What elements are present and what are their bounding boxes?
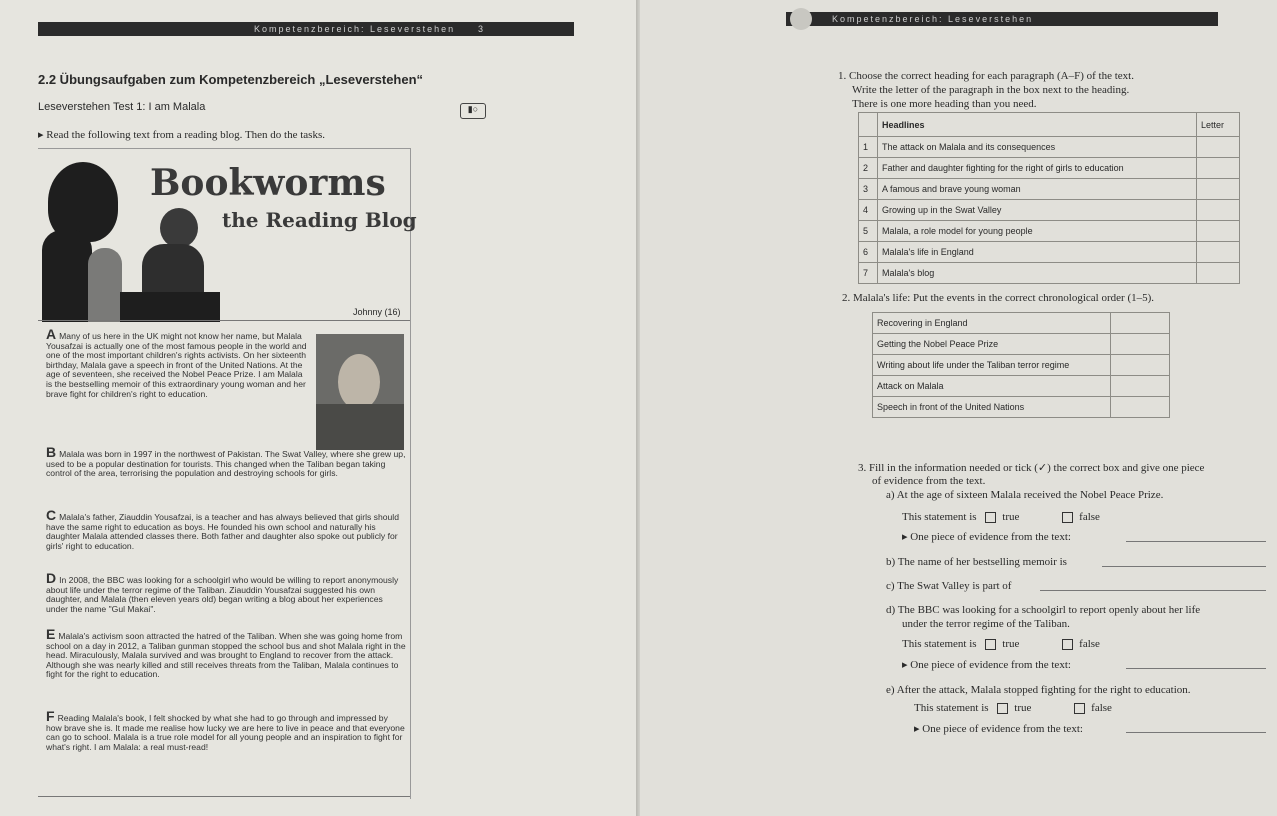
false-label: false [1079, 638, 1100, 650]
row-headline: The attack on Malala and its consequences [878, 137, 1197, 158]
left-header-bar [38, 22, 574, 36]
table-row [859, 200, 1240, 221]
row-headline: A famous and brave young woman [878, 179, 1197, 200]
table-row [873, 397, 1170, 418]
statement-label: This statement is [914, 702, 989, 714]
table-row [873, 376, 1170, 397]
false-checkbox[interactable] [1062, 639, 1073, 650]
child-silhouette-icon [88, 248, 122, 322]
blog-subtitle: the Reading Blog [222, 208, 417, 232]
statement-a [902, 511, 1100, 523]
row-number: 5 [859, 221, 878, 242]
paragraph-letter: C [46, 507, 57, 523]
headlines-header: Headlines [878, 113, 1197, 137]
paragraph-text: Malala's activism soon attracted the hatred of the Taliban. When she was going home from school on a day in 2012, a Taliban gunman stopped the school bus and shot Malala right in the head. Miraculously, Malala survived and was brought to England to recover from the attack. Although she was nearly killed and still receives threats from the Taliban, Malala continues to fight for the right to education. [46, 631, 406, 680]
evidence-d [902, 658, 1071, 671]
task1-line3: There is one more heading than you need. [852, 98, 1037, 110]
binder-ring [790, 8, 812, 30]
paragraph-d [46, 570, 406, 614]
order-input[interactable] [1111, 334, 1170, 355]
malala-photo [316, 334, 404, 450]
table-row [859, 263, 1240, 284]
bullet-arrow-icon: ▸ [38, 129, 47, 141]
row-number: 1 [859, 137, 878, 158]
blog-author: Johnny (16) [353, 307, 401, 317]
table-row [859, 158, 1240, 179]
row-headline: Malala, a role model for young people [878, 221, 1197, 242]
true-label: true [1014, 702, 1032, 714]
paragraph-letter: A [46, 326, 57, 342]
instruction-text: Read the following text from a reading blog. Then do the tasks. [46, 129, 325, 141]
bullet-arrow-icon: ▸ [902, 659, 911, 671]
reader-silhouette-head-icon [160, 208, 198, 248]
question-d-line1: d) The BBC was looking for a schoolgirl to report openly about her life [886, 604, 1201, 616]
answer-c-line[interactable] [1040, 590, 1266, 591]
right-page [640, 0, 1277, 816]
paragraph-a [46, 326, 308, 399]
scarf-shape [316, 404, 404, 450]
letter-input[interactable] [1197, 158, 1240, 179]
order-input[interactable] [1111, 397, 1170, 418]
bullet-arrow-icon: ▸ [914, 723, 923, 735]
left-header-text: Kompetenzbereich: Leseverstehen [254, 24, 456, 34]
order-input[interactable] [1111, 376, 1170, 397]
letter-input[interactable] [1197, 179, 1240, 200]
letter-input[interactable] [1197, 221, 1240, 242]
right-header-bar [786, 12, 1218, 26]
row-headline: Father and daughter fighting for the right of girls to education [878, 158, 1197, 179]
false-label: false [1079, 511, 1100, 523]
question-b: b) The name of her bestselling memoir is [886, 556, 1067, 568]
statement-label: This statement is [902, 511, 977, 523]
paragraph-text: Many of us here in the UK might not know her name, but Malala Yousafzai is actually one of the most famous people in the world and one of the most important children's rights activists. On her sixteenth birthday, Malala gave a speech in front of the United Nations. At the age of seventeen, she received the Nobel Peace Prize. I am Malala is the bestselling memoir of this extraordinary young woman and her brave fight for children's right to education. [46, 331, 307, 399]
true-checkbox[interactable] [985, 512, 996, 523]
evidence-a-answer-line[interactable] [1126, 541, 1266, 542]
paragraph-b [46, 444, 406, 479]
task1-line2: Write the letter of the paragraph in the box next to the heading. [852, 84, 1130, 96]
row-headline: Growing up in the Swat Valley [878, 200, 1197, 221]
table-row [859, 242, 1240, 263]
num-header [859, 113, 878, 137]
row-headline: Malala's life in England [878, 242, 1197, 263]
paragraph-text: In 2008, the BBC was looking for a schoolgirl who would be willing to report anonymously about life under the terror regime of the Taliban. Ziauddin Yousafzai suggested his own daughter, and Malala (then eleven years old) began writing a blog about her experiences under the name "Gul Makai". [46, 575, 399, 614]
true-checkbox[interactable] [985, 639, 996, 650]
statement-d [902, 638, 1100, 650]
paragraph-f [46, 708, 406, 752]
paragraph-letter: D [46, 570, 57, 586]
order-input[interactable] [1111, 313, 1170, 334]
row-number: 4 [859, 200, 878, 221]
row-number: 6 [859, 242, 878, 263]
task3-line2: of evidence from the text. [872, 475, 986, 487]
table-row [859, 137, 1240, 158]
listening-icon: ▮○ [460, 103, 486, 119]
event-label: Recovering in England [873, 313, 1111, 334]
statement-label: This statement is [902, 638, 977, 650]
row-headline: Malala's blog [878, 263, 1197, 284]
table-row [859, 179, 1240, 200]
paragraph-e [46, 626, 406, 680]
table-row [873, 313, 1170, 334]
evidence-label: One piece of evidence from the text: [910, 659, 1071, 671]
row-number: 3 [859, 179, 878, 200]
test-title: Leseverstehen Test 1: I am Malala [38, 101, 206, 113]
true-checkbox[interactable] [997, 703, 1008, 714]
event-label: Writing about life under the Taliban terror regime [873, 355, 1111, 376]
paragraph-letter: F [46, 708, 55, 724]
evidence-a [902, 530, 1071, 543]
question-c: c) The Swat Valley is part of [886, 580, 1012, 592]
question-d-line2: under the terror regime of the Taliban. [902, 618, 1070, 630]
paragraph-text: Malala's father, Ziauddin Yousafzai, is a teacher and has always believed that girls should have the same right to education as boys. He founded his own school and naturally his daughter Malala attended classes there. Both father and daughter also spoke out publicly for girls' right to education. [46, 512, 399, 551]
table-row [873, 355, 1170, 376]
instruction [38, 128, 325, 141]
statement-e [914, 702, 1112, 714]
false-checkbox[interactable] [1062, 512, 1073, 523]
false-checkbox[interactable] [1074, 703, 1085, 714]
true-label: true [1002, 638, 1020, 650]
true-label: true [1002, 511, 1020, 523]
paragraph-letter: B [46, 444, 57, 460]
letter-input[interactable] [1197, 200, 1240, 221]
blog-divider [38, 320, 410, 321]
letter-input[interactable] [1197, 263, 1240, 284]
silhouette-body-icon [42, 230, 92, 322]
blog-title: Bookworms [150, 162, 386, 204]
order-input[interactable] [1111, 355, 1170, 376]
right-header-text: Kompetenzbereich: Leseverstehen [832, 14, 1034, 24]
evidence-label: One piece of evidence from the text: [910, 531, 1071, 543]
letter-input[interactable] [1197, 242, 1240, 263]
headlines-table [858, 112, 1240, 284]
evidence-d-answer-line[interactable] [1126, 668, 1266, 669]
event-label: Attack on Malala [873, 376, 1111, 397]
bullet-arrow-icon: ▸ [902, 531, 911, 543]
letter-input[interactable] [1197, 137, 1240, 158]
question-e: e) After the attack, Malala stopped fighting for the right to education. [886, 684, 1191, 696]
event-label: Speech in front of the United Nations [873, 397, 1111, 418]
events-table [872, 312, 1170, 418]
paragraph-c [46, 507, 406, 551]
row-number: 7 [859, 263, 878, 284]
question-a: a) At the age of sixteen Malala received the Nobel Peace Prize. [886, 489, 1164, 501]
paragraph-text: Malala was born in 1997 in the northwest of Pakistan. The Swat Valley, where she grew up, used to be a popular destination for tourists. This changed when the Taliban began taking control of the area, terrorising the population and destroying schools for girls. [46, 449, 406, 479]
face-shape [338, 354, 380, 410]
task3-line1: 3. Fill in the information needed or tick (✓) the correct box and give one piece [858, 462, 1205, 474]
paragraph-text: Reading Malala's book, I felt shocked by what she had to go through and impressed by how brave she is. It made me realise how lucky we are here to live in peace and that everyone can go to school. Malala is a true role model for all young people and an inspiration to fight for what's right. I am Malala: a real must-read! [46, 713, 405, 752]
section-title: 2.2 Übungsaufgaben zum Kompetenzbereich „Leseverstehen“ [38, 72, 424, 87]
row-number: 2 [859, 158, 878, 179]
evidence-e [914, 722, 1083, 735]
book-stack-icon [120, 292, 220, 322]
task1-line1: 1. Choose the correct heading for each paragraph (A–F) of the text. [838, 70, 1134, 82]
paragraph-letter: E [46, 626, 56, 642]
evidence-e-answer-line[interactable] [1126, 732, 1266, 733]
table-row [873, 334, 1170, 355]
blog-bottom-line [38, 796, 410, 797]
answer-b-line[interactable] [1102, 566, 1266, 567]
event-label: Getting the Nobel Peace Prize [873, 334, 1111, 355]
left-page-number: 3 [478, 24, 486, 34]
letter-header: Letter [1197, 113, 1240, 137]
task2-instruction: 2. Malala's life: Put the events in the correct chronological order (1–5). [842, 292, 1155, 304]
evidence-label: One piece of evidence from the text: [922, 723, 1083, 735]
table-row [859, 221, 1240, 242]
false-label: false [1091, 702, 1112, 714]
